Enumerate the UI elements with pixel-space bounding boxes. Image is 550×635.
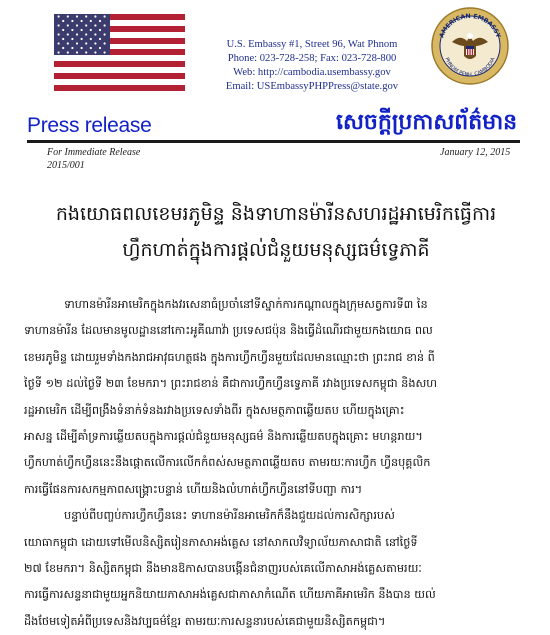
flag-star [104, 24, 106, 26]
flag-star [104, 33, 106, 35]
flag-star [76, 42, 78, 44]
flag-star [67, 33, 69, 35]
header-divider [27, 140, 520, 143]
flag-star [62, 47, 64, 49]
release-date: January 12, 2015 [440, 147, 511, 158]
flag-star [67, 42, 69, 44]
flag-star [99, 38, 101, 40]
body-line: រដ្ឋអាមេរិក ដើម្បីពង្រឹងទំនាក់ទំនងរវាងប្រទេសទាំងពីរ ក្នុងសមត្ថភាពឆ្លើយតប ហើយក្នុងគ្រោះ [24, 403, 405, 417]
flag-star [90, 29, 92, 31]
flag-star [81, 20, 83, 22]
flag-star [99, 47, 101, 49]
flag-star [99, 29, 101, 31]
body-line: ទាហានម៉ារីន ដែលមានមូលដ្ឋាននៅកោះអូគីណាវ៉ា ប្រទេសជប៉ុន និងធ្វើដំណើរជាមួយកងយោធ ពល [24, 324, 433, 338]
flag-star [104, 15, 106, 17]
body-line: យោធាកម្ពុជា ដោយទៅមើលនិស្សិតរៀនភាសាអង់គ្លេស នៅសាកលវិទ្យាល័យភាសាជាតិ នៅថ្ងៃទី [24, 535, 418, 549]
flag-star [85, 15, 87, 17]
body-line: ទាហានម៉ារីនអាមេរិកក្នុងកងវរសេនាធំប្រចាំនៅទីស្នាក់ការកណ្តាលក្នុងក្រុមសត្វការទី៣ នៃ [64, 298, 428, 311]
stars-field [54, 14, 110, 55]
flag-star [94, 42, 96, 44]
flag-star [94, 15, 96, 17]
body-line: ការធ្វើការសន្ទនាជាមួយអ្នកនិយាយភាសាអង់គ្លេសជាភាសាកំណើត ហើយភាគីអាមេរិក នឹងបាន យល់ [24, 588, 436, 602]
flag-star [62, 29, 64, 31]
flag-star [67, 15, 69, 17]
flag-star [85, 33, 87, 35]
flag-star [81, 29, 83, 31]
flag-star [67, 51, 69, 53]
flag-star [62, 38, 64, 40]
flag-star [58, 42, 60, 44]
headline-line-2: ហ្វឹកហាត់ក្នុងការផ្តល់ជំនួយមនុស្សធម៌ទ្វេភាគី [122, 239, 430, 261]
flag-star [58, 51, 60, 53]
embassy-address: U.S. Embassy #1, Street 96, Wat Phnom [226, 39, 398, 50]
headline-line-1: កងយោធពលខេមរភូមិន្ទ និងទាហានម៉ារីនសហរដ្ឋអាមេរិកធ្វើការ [55, 203, 497, 225]
embassy-website: Web: http://cambodia.usembassy.gov [233, 67, 391, 78]
embassy-phone-fax: Phone: 023-728-258; Fax: 023-728-800 [227, 53, 397, 64]
embassy-email: Email: USEmbassyPHPPress@state.gov [225, 81, 399, 92]
body-line: ការធ្វើផែនការសកម្មភាពសង្គ្រោះបន្ទាន់ ហើយនិងលំហាត់ហ្វឹកហ្វឺននៅទីបញ្ជា ការ។ [24, 482, 363, 496]
body-line: អាសន្ន ដើម្បីគាំទ្រការឆ្លើយតបក្នុងការផ្តល់ជំនួយមនុស្សធម៌ និងការឆ្លើយតបក្នុងគ្រោះ មហន្តរាយ។ [24, 430, 423, 444]
flag-canton [54, 14, 110, 55]
body-line: បន្ទាប់ពីបញ្ចប់ការហ្វឹកហ្វឺននេះ ទាហានម៉ារីនអាមេរិកក៏នឹងជួយដល់ការសិក្សារបស់ [64, 509, 395, 523]
flag-star [76, 15, 78, 17]
flag-star [81, 38, 83, 40]
flag-star [94, 24, 96, 26]
body-line: ហ្វឹកហាត់ហ្វឹកហ្វឺននេះនឹងផ្តោតលើការលើកកំពស់សមត្ថភាពឆ្លើយតប តាមរយៈការហ្វឹក ហ្វឺនបុគ្គលិក [24, 456, 431, 470]
body-line: ២៧ ខែមករា។ និស្សិតកម្ពុជា នឹងមានឱកាសបានបង្កើនជំនាញរបស់គេលើភាសាអង់គ្លេសតាមរយៈ [24, 562, 422, 576]
flag-star [58, 15, 60, 17]
embassy-contact-block [192, 38, 432, 94]
flag-star [90, 20, 92, 22]
flag-star [85, 51, 87, 53]
flag-star [94, 51, 96, 53]
flag-star [85, 42, 87, 44]
release-note: For Immediate Release [47, 147, 141, 158]
svg-text:AMERICAN EMBASSY: AMERICAN EMBASSY [438, 12, 502, 39]
release-info [47, 146, 140, 172]
flag-star [71, 20, 73, 22]
flag-star [99, 20, 101, 22]
article-body [24, 292, 526, 635]
flag-stripe [54, 85, 185, 91]
flag-star [76, 51, 78, 53]
flag-star [85, 24, 87, 26]
headline [30, 196, 522, 268]
press-release-title-khmer: សេចក្តីប្រកាសព័ត៌មាន [336, 110, 518, 135]
body-line: ថ្ងៃទី ១២ ដល់ថ្ងៃទី ២៣ ខែមករា។ ព្រះរាជខាន់ គឺជាការហ្វឹកហ្វឺនទ្វេភាគី រវាងប្រទេសកម្ពុជា និងសហ [24, 377, 438, 391]
flag-star [94, 33, 96, 35]
flag-star [71, 47, 73, 49]
flag-star [81, 47, 83, 49]
flag-star [76, 33, 78, 35]
embassy-seal-icon [430, 6, 510, 86]
flag-star [90, 47, 92, 49]
flag-star [58, 24, 60, 26]
flag-star [71, 38, 73, 40]
flag-star [76, 24, 78, 26]
flag-star [104, 42, 106, 44]
release-number: 2015/001 [47, 160, 85, 171]
body-line: ខេមរភូមិន្ទ ដោយរួមទាំងកងរាជអាវុធហត្ថផង ក្នុងការហ្វឹកហ្វឺនមួយដែលមានឈ្មោះថា ព្រះរាជ ខាន់ ពី [24, 350, 435, 364]
flag-star [67, 24, 69, 26]
flag-star [62, 20, 64, 22]
flag-star [71, 29, 73, 31]
body-line: ដឹងថែមទៀតអំពីប្រទេសនិងវប្បធម៌ខ្មែរ តាមរយៈការសន្ទនារបស់គេជាមួយនិស្សិតកម្ពុជា។ [24, 614, 386, 628]
press-release-title: Press release [27, 114, 152, 137]
flag-star [58, 33, 60, 35]
flag-star [90, 38, 92, 40]
flag-star [104, 51, 106, 53]
svg-text:PHNOM PENH, CAMBODIA: PHNOM PENH, CAMBODIA [443, 56, 497, 79]
us-flag-icon [54, 14, 185, 91]
